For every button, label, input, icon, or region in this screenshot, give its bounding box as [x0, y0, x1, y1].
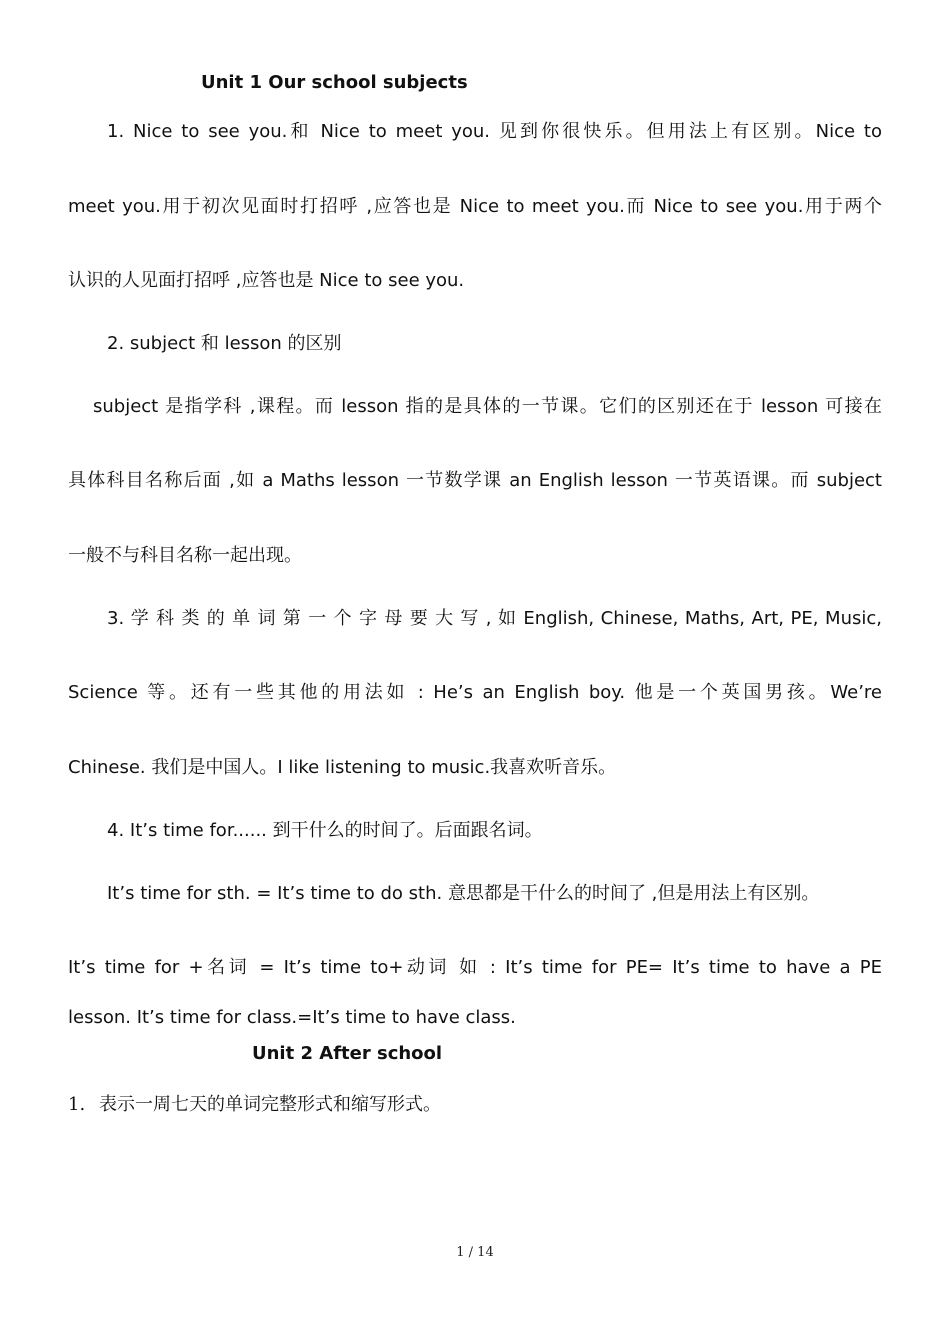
paragraph-line: Chinese. 我们是中国人。I like listening to music.我喜欢听音乐。	[68, 757, 617, 778]
paragraph-line: It’s time for sth. = It’s time to do sth. 意思都是干什么的时间了 ,但是用法上有区别。	[107, 883, 820, 904]
paragraph-line: Science 等。还有一些其他的用法如 : He’s an English boy. 他是一个英国男孩。We’re	[68, 682, 882, 703]
paragraph-line: It’s time for +名词 = It’s time to+动词 如 : It’s time for PE= It’s time to have a PE	[68, 957, 882, 978]
page-number: 1 / 14	[456, 1245, 494, 1260]
list-item-text: 表示一周七天的单词完整形式和缩写形式。	[99, 1094, 441, 1115]
paragraph-line: 1. Nice to see you.和 Nice to meet you. 见到你很快乐。但用法上有区别。Nice to	[107, 121, 882, 142]
paragraph-line: 2. subject 和 lesson 的区别	[107, 333, 342, 354]
paragraph-line: lesson. It’s time for class.=It’s time to have class.	[68, 1007, 516, 1028]
paragraph-line: 一般不与科目名称一起出现。	[68, 545, 302, 566]
list-item-number: 1.	[68, 1094, 86, 1115]
paragraph-line: subject 是指学科 ,课程。而 lesson 指的是具体的一节课。它们的区别还在于 lesson 可接在	[93, 396, 882, 417]
paragraph-line: 3. 学 科 类 的 单 词 第 一 个 字 母 要 大 写 , 如 English, Chinese, Maths, Art, PE, Music,	[107, 608, 882, 629]
unit1-heading: Unit 1 Our school subjects	[201, 72, 468, 93]
paragraph-line: 具体科目名称后面 ,如 a Maths lesson 一节数学课 an English lesson 一节英语课。而 subject	[68, 470, 882, 491]
unit2-heading: Unit 2 After school	[252, 1043, 443, 1064]
paragraph-line: 4. It’s time for...... 到干什么的时间了。后面跟名词。	[107, 820, 543, 841]
paragraph-line: meet you.用于初次见面时打招呼 ,应答也是 Nice to meet you.而 Nice to see you.用于两个	[68, 196, 882, 217]
paragraph-line: 认识的人见面打招呼 ,应答也是 Nice to see you.	[68, 270, 465, 291]
